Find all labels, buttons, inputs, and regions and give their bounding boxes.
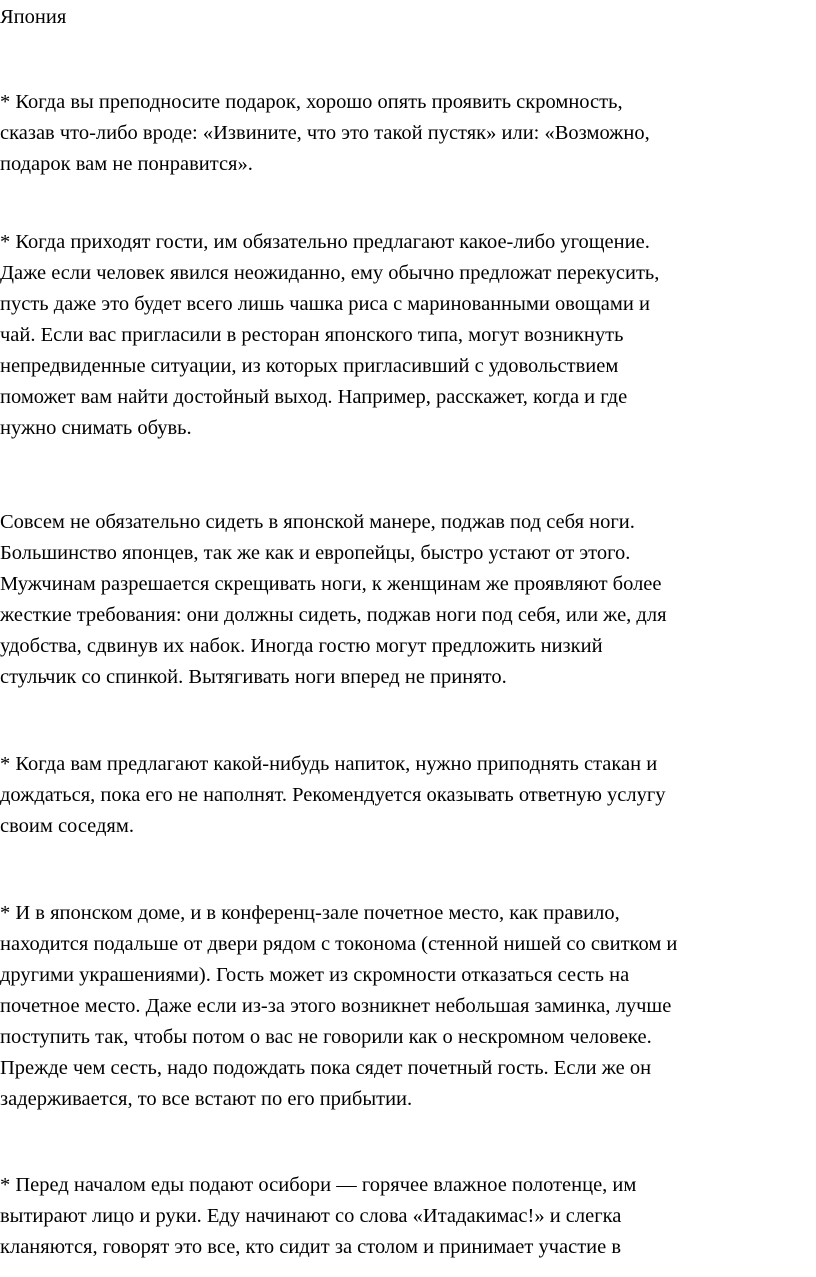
document-title: Япония — [0, 6, 67, 28]
paragraph-drinks — [0, 749, 816, 842]
text-line: вытирают лицо и руки. Еду начинают со слова «Итадакимас!» и слегка — [0, 1205, 622, 1227]
text-line: нужно снимать обувь. — [0, 417, 192, 439]
text-line: задерживается, то все встают по его прибытии. — [0, 1088, 413, 1110]
text-line: подарок вам не понравится». — [0, 153, 253, 175]
text-line: дождаться, пока его не наполнят. Рекомендуется оказывать ответную услугу — [0, 784, 666, 806]
text-line: * Когда вы преподносите подарок, хорошо опять проявить скромность, — [0, 91, 623, 113]
text-line: стульчик со спинкой. Вытягивать ноги вперед не принято. — [0, 666, 507, 688]
text-line: Большинство японцев, так же как и европейцы, быстро устают от этого. — [0, 542, 631, 564]
text-line: * Когда вам предлагают какой-нибудь напиток, нужно приподнять стакан и — [0, 753, 658, 775]
text-line: * И в японском доме, и в конференц-зале почетное место, как правило, — [0, 902, 620, 924]
text-line: пусть даже это будет всего лишь чашка риса с маринованными овощами и — [0, 293, 650, 315]
paragraph-sitting — [0, 507, 816, 693]
paragraph-seat-of-honor — [0, 898, 816, 1115]
text-line: кланяются, говорят это все, кто сидит за столом и принимает участие в — [0, 1236, 622, 1258]
text-line: поможет вам найти достойный выход. Например, расскажет, когда и где — [0, 386, 628, 408]
text-line: Прежде чем сесть, надо подождать пока сядет почетный гость. Если же он — [0, 1057, 652, 1079]
text-line: непредвиденные ситуации, из которых пригласивший с удовольствием — [0, 355, 619, 377]
text-line: почетное место. Даже если из-за этого возникнет небольшая заминка, лучше — [0, 995, 672, 1017]
text-line: Даже если человек явился неожиданно, ему обычно предложат перекусить, — [0, 262, 660, 284]
text-line: находится подальше от двери рядом с токонома (стенной нишей со свитком и — [0, 933, 678, 955]
text-line: * Перед началом еды подают осибори — горячее влажное полотенце, им — [0, 1174, 637, 1196]
text-line: другими украшениями). Гость может из скромности отказаться сесть на — [0, 964, 630, 986]
text-line: Совсем не обязательно сидеть в японской манере, поджав под себя ноги. — [0, 511, 635, 533]
text-line: чай. Если вас пригласили в ресторан японского типа, могут возникнуть — [0, 324, 624, 346]
text-line: жесткие требования: они должны сидеть, поджав ноги под себя, или же, для — [0, 604, 667, 626]
paragraph-guests — [0, 227, 816, 444]
text-line: поступить так, чтобы потом о вас не говорили как о нескромном человеке. — [0, 1026, 652, 1048]
paragraph-meal — [0, 1170, 816, 1263]
text-line: * Когда приходят гости, им обязательно предлагают какое-либо угощение. — [0, 231, 650, 253]
text-line: своим соседям. — [0, 815, 134, 837]
text-line: Мужчинам разрешается скрещивать ноги, к женщинам же проявляют более — [0, 573, 662, 595]
text-line: удобства, сдвинув их набок. Иногда гостю могут предложить низкий — [0, 635, 603, 657]
paragraph-gift — [0, 87, 816, 180]
text-line: сказав что-либо вроде: «Извините, что это такой пустяк» или: «Возможно, — [0, 122, 650, 144]
